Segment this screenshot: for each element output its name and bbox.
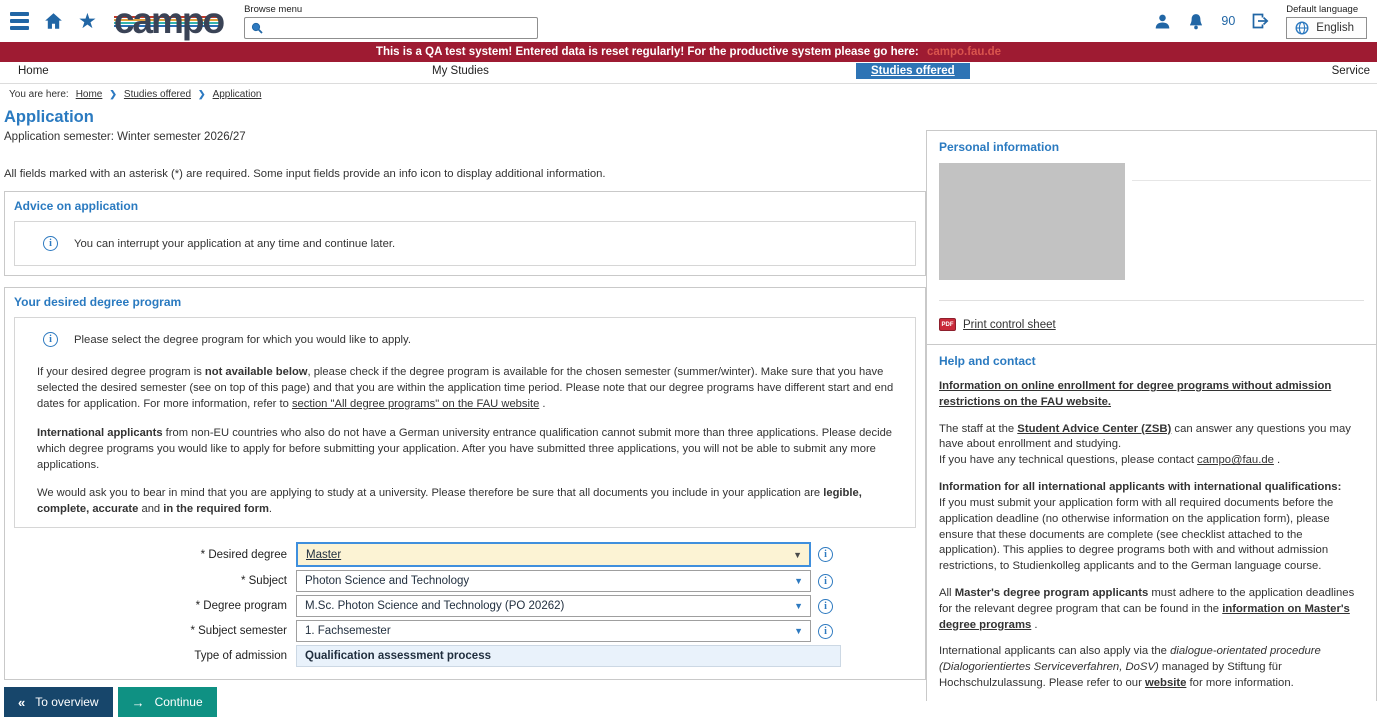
desired-degree-select[interactable]: [296, 542, 811, 567]
chevron-right-icon: ❯: [198, 89, 206, 99]
personal-information-title: Personal information: [939, 140, 1060, 154]
to-overview-button[interactable]: [4, 687, 113, 717]
personal-data-placeholder: [939, 163, 1125, 280]
text-segment: Information for all international applicants with international qualifications:: [939, 481, 1342, 494]
main-content: [0, 103, 926, 717]
breadcrumb-home[interactable]: Home: [75, 89, 103, 100]
text-segment: International applicants can also apply via the: [939, 645, 1171, 658]
text-segment: Master's degree program applicants: [954, 586, 1149, 599]
to-overview-label: To overview: [35, 695, 99, 710]
language-control: [1286, 4, 1367, 39]
help-paragraph-advice: [939, 422, 1364, 469]
text-segment: dialogue-orientated procedure (Dialogorientiertes Serviceverfahren, DoSV): [939, 645, 1321, 674]
info-icon: i: [43, 332, 58, 347]
text-segment: If you have any technical questions, please contact: [939, 454, 1198, 467]
help-paragraph-dosv: [939, 644, 1364, 691]
search-icon: [250, 21, 264, 35]
advice-section: [4, 191, 926, 276]
application-semester: Application semester: Winter semester 2026/27: [4, 131, 246, 143]
language-select[interactable]: [1286, 17, 1367, 39]
info-icon: i: [43, 236, 58, 251]
browse-menu-search-box[interactable]: [244, 17, 538, 39]
sidebar: [926, 130, 1377, 701]
text-segment: not available below: [204, 366, 308, 378]
browse-menu-label: Browse menu: [244, 3, 303, 15]
online-enrollment-link[interactable]: Information on online enrollment for degree programs without admission restrictions on the FAU website.: [939, 380, 1332, 408]
logout-icon[interactable]: [1252, 13, 1269, 29]
required-fields-note: All fields marked with an asterisk (*) are required. Some input fields provide an info icon to display additional information.: [4, 168, 606, 180]
form-actions: [4, 687, 926, 717]
text-segment: If your desired degree program is: [37, 366, 205, 378]
subject-semester-label: * Subject semester: [190, 625, 287, 638]
type-of-admission-value: Qualification assessment process: [305, 650, 491, 663]
user-icon[interactable]: [1154, 13, 1171, 29]
desired-degree-info-icon[interactable]: i: [818, 547, 833, 562]
text-segment: and: [138, 503, 164, 516]
page-title: Application: [4, 108, 94, 126]
globe-icon: [1295, 21, 1309, 35]
advice-section-title: Advice on application: [14, 199, 139, 213]
breadcrumb-application[interactable]: Application: [212, 89, 262, 100]
help-paragraph-masters: [939, 586, 1364, 633]
subject-semester-value: 1. Fachsemester: [305, 625, 391, 638]
degree-program-info-icon[interactable]: i: [818, 599, 833, 614]
text-segment: must adhere to the application deadlines for the relevant degree program that can be found in the: [939, 586, 1355, 615]
desired-degree-label: * Desired degree: [200, 548, 287, 561]
text-segment: from non-EU countries who also do not have a German university entrance qualification cannot submit more than three applications. Please decide which degree programs you would like to apply for before submitting your application. After you have submitted three applications, you will not be able to submit any more applications.: [37, 426, 893, 471]
notification-count: 90: [1221, 14, 1236, 28]
qa-banner-link[interactable]: campo.fau.de: [926, 46, 1002, 58]
home-icon[interactable]: [44, 12, 63, 30]
nav-item-my-studies[interactable]: My Studies: [432, 65, 489, 77]
form-row-degree-program: [14, 595, 916, 617]
text-segment: managed by Stiftung für Hochschulzulassung. Please refer to our: [939, 661, 1282, 689]
qa-test-banner: [0, 42, 1377, 62]
help-and-contact-section: [927, 344, 1376, 701]
main-nav: [0, 62, 1377, 84]
degree-program-info-box: [14, 317, 916, 528]
text-segment: The staff at the: [939, 422, 1018, 435]
text-segment: .: [268, 503, 273, 516]
chevron-right-icon: ❯: [109, 89, 117, 99]
desired-degree-value: Master: [306, 548, 342, 561]
nav-item-studies-offered[interactable]: Studies offered: [856, 63, 970, 79]
text-segment: .: [1273, 454, 1281, 467]
divider: [1132, 180, 1371, 181]
help-paragraph-enrollment: [939, 379, 1364, 411]
print-control-sheet-label: Print control sheet: [963, 318, 1056, 331]
breadcrumb-studies-offered[interactable]: Studies offered: [123, 89, 192, 100]
browse-menu: [244, 4, 538, 39]
nav-item-home[interactable]: Home: [18, 65, 49, 77]
text-segment: , please check if the degree program is available for the chosen semester (summer/winter). Make sure that you have selected the desired semester (see on top of this page) and that you are within the application time period. Please note that our degree programs have different start and end dates for application. For more information, refer to: [37, 366, 894, 410]
degree-program-value: M.Sc. Photon Science and Technology (PO 20262): [305, 600, 565, 613]
pdf-icon: PDF: [939, 318, 956, 331]
type-of-admission-label: Type of admission: [194, 650, 287, 663]
campo-email-link[interactable]: campo@fau.de: [1197, 454, 1274, 467]
text-segment: International applicants: [37, 426, 163, 439]
masters-programs-link[interactable]: information on Master's degree programs: [939, 602, 1350, 631]
breadcrumb-prefix: You are here:: [9, 89, 69, 100]
subject-semester-info-icon[interactable]: i: [818, 624, 833, 639]
text-segment: All: [939, 586, 955, 599]
chevron-down-icon: ▼: [794, 601, 803, 612]
form-row-type-of-admission: [14, 645, 916, 667]
subject-select[interactable]: [296, 570, 811, 592]
browse-menu-input[interactable]: [264, 22, 532, 34]
qa-banner-text: This is a QA test system! Entered data is reset regularly! For the productive system please go here:: [375, 46, 919, 58]
degree-program-section-title: Your desired degree program: [14, 295, 182, 309]
subject-label: * Subject: [240, 575, 287, 588]
text-segment: for more information.: [1186, 677, 1294, 689]
program-info-text: Please select the degree program for which you would like to apply.: [74, 333, 411, 346]
form-row-desired-degree: [14, 542, 916, 567]
chevron-down-icon: ▼: [794, 576, 803, 587]
continue-label: Continue: [154, 695, 203, 710]
app-header: [0, 0, 1377, 42]
header-actions: [1154, 4, 1367, 39]
program-paragraph-documents: [27, 486, 903, 518]
chevron-down-icon: ▼: [794, 626, 803, 637]
text-segment: legible, complete, accurate: [37, 487, 862, 516]
form-row-subject-semester: [14, 620, 916, 642]
continue-button[interactable]: [118, 687, 217, 717]
chevron-down-icon: ▼: [793, 549, 802, 560]
default-language-label: Default language: [1286, 3, 1359, 15]
breadcrumb: [0, 84, 1377, 103]
subject-value: Photon Science and Technology: [305, 575, 470, 588]
favorites-star-icon[interactable]: ★: [78, 9, 97, 33]
program-paragraph-availability: [27, 365, 903, 413]
help-paragraph-international: [939, 480, 1364, 575]
subject-info-icon[interactable]: i: [818, 574, 833, 589]
degree-program-select[interactable]: [296, 595, 811, 617]
notifications-bell-icon[interactable]: [1188, 13, 1204, 30]
program-paragraph-international: [27, 426, 903, 474]
type-of-admission-field: [296, 645, 841, 667]
campo-logo[interactable]: campo: [113, 0, 224, 41]
form-row-subject: [14, 570, 916, 592]
text-segment: .: [539, 397, 546, 410]
all-degree-programs-link[interactable]: section "All degree programs" on the FAU website: [291, 397, 540, 410]
language-value: English: [1316, 21, 1354, 34]
advice-info-box: [14, 221, 916, 266]
text-segment: can answer any questions you may have about enrollment and studying.: [939, 422, 1351, 451]
subject-semester-select[interactable]: [296, 620, 811, 642]
menu-icon[interactable]: [10, 12, 29, 30]
divider: [939, 300, 1364, 301]
degree-program-section: [4, 287, 926, 680]
advice-info-text: You can interrupt your application at any time and continue later.: [74, 237, 396, 250]
text-segment: .: [1031, 618, 1038, 631]
degree-program-form: [14, 542, 916, 667]
text-segment: We would ask you to bear in mind that you are applying to study at a university. Please therefore be sure that all documents you include in your application are: [37, 487, 824, 500]
student-advice-center-link[interactable]: Student Advice Center (ZSB): [1017, 422, 1172, 435]
degree-program-label: * Degree program: [195, 600, 287, 613]
text-segment: If you must submit your application form with all required documents before the application deadline (no otherwise information on the application form), please ensure that these documents are complete (see checklist attached to the application). This applies to degree programs both with and without admission restrictions, to Studienkolleg applicants and to the German language course.: [939, 496, 1334, 573]
help-and-contact-title: Help and contact: [939, 354, 1036, 368]
text-segment: in the required form: [163, 503, 269, 516]
double-chevron-left-icon: «: [18, 694, 26, 710]
nav-item-service[interactable]: Service: [1331, 65, 1370, 77]
print-control-sheet-link[interactable]: [939, 318, 1364, 331]
website-link[interactable]: website: [1144, 677, 1187, 689]
arrow-right-icon: →: [131, 694, 145, 710]
